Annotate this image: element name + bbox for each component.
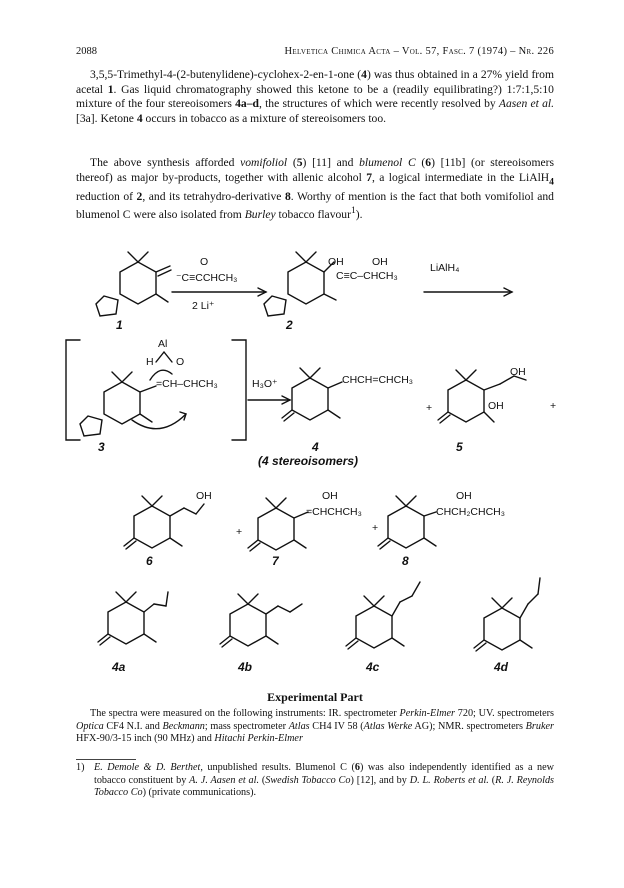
compound-label-2: 2 <box>286 318 293 332</box>
compound2-oh1-label: OH <box>328 256 344 268</box>
compound2-oh2-label: OH <box>372 256 388 268</box>
compound-label-4b: 4b <box>238 660 253 674</box>
structure-2 <box>264 252 336 316</box>
hydrolysis-reagent-label: H₃O⁺ <box>252 378 278 390</box>
compound-label-6: 6 <box>146 554 153 568</box>
compound-label-3: 3 <box>98 440 105 454</box>
structure-4d <box>474 578 540 651</box>
compound4-chain-label: CHCH=CHCH₃ <box>342 374 414 386</box>
compound-label-4: 4 <box>312 440 319 454</box>
compound-label-1: 1 <box>116 318 123 332</box>
compound-label-4d: 4d <box>494 660 509 674</box>
page-number: 2088 <box>76 46 97 57</box>
compound-label-5: 5 <box>456 440 463 454</box>
plus-sign: + <box>550 400 557 412</box>
lialh4-reagent-label: LiAlH₄ <box>430 262 460 274</box>
compound-label-8: 8 <box>402 554 409 568</box>
compound-label-4c: 4c <box>366 660 380 674</box>
structure-4 <box>282 368 342 421</box>
reagent-o-label: O <box>200 256 209 268</box>
footnote: 1) E. Demole & D. Berthet, unpublished results. Blumenol C (6) was also independently identified as a new tobacco constituent by A. J. Aasen et al. (Swedish Tobacco Co) [12], and by D. L. Roberts et al. (R. J. Reynolds Tobacco Co) (private communications). <box>76 762 555 799</box>
structure-7 <box>248 498 308 551</box>
aluminium-label: Al <box>158 338 168 350</box>
plus-sign: + <box>236 526 243 538</box>
compound2-chain-label: C≡C–CHCH₃ <box>336 270 398 282</box>
structure-4c <box>346 582 420 649</box>
paragraph-2: The above synthesis afforded vomifoliol (5) [11] and blumenol C (6) [11b] (or stereoisomers thereof) as major by-products, together with allenic alcohol 7, a logical intermediate in the LiAlH$_4$ reduction of 2, and its tetrahydro-derivative 8. Worthy of mention is the fact that both vomifoliol and blumenol C were also isolated from Burley tobacco flavour$^1$). <box>76 156 555 221</box>
section-heading: Experimental Part <box>267 690 363 704</box>
compound7-oh-label: OH <box>322 490 338 502</box>
structure-1 <box>96 252 171 316</box>
compound-label-7: 7 <box>272 554 279 568</box>
compound6-oh-label: OH <box>196 490 212 502</box>
experimental-paragraph: The spectra were measured on the following instruments: IR. spectrometer Perkin-Elmer 720; UV. spectrometers Optica CF4 N.I. and Beckmann; mass spectrometer Atlas CH4 IV 58 (Atlas Werke AG); NMR. spectrometers Bruker HFX-90/3-15 inch (90 MHz) and Hitachi Perkin-Elmer <box>76 708 554 745</box>
compound8-oh-label: OH <box>456 490 472 502</box>
compound-label-4a: 4a <box>112 660 126 674</box>
reagent-anion-label: ⁻C≡CCHCH₃ <box>176 272 238 284</box>
journal-citation: Helvetica Chimica Acta – Vol. 57, Fasc. 7 (1974) – Nr. 226 <box>284 46 554 57</box>
stereoisomers-caption: (4 stereoisomers) <box>258 454 359 468</box>
structure-3 <box>80 352 186 436</box>
paragraph-1: 3,5,5-Trimethyl-4-(2-butenylidene)-cyclohex-2-en-1-one (4) was thus obtained in a 27% yield from acetal 1. Gas liquid chromatography showed this ketone to be a (readily equilibrating?) 1:7:1,5:10 mixture of the four stereoisomers 4a–d, the structures of which were recently resolved by Aasen et al. [3a]. Ketone 4 occurs in tobacco as a mixture of stereoisomers too. <box>76 68 554 125</box>
compound5-oh2-label: OH <box>488 400 504 412</box>
compound3-chain-label: =CH–CHCH₃ <box>156 378 218 390</box>
hydride-label: H <box>146 356 154 368</box>
footnote-mark: 1) <box>76 762 85 773</box>
compound5-oh1-label: OH <box>510 366 526 378</box>
plus-sign: + <box>426 402 433 414</box>
structure-4b <box>220 594 302 647</box>
compound8-chain-label: CHCH₂CHCH₃ <box>436 506 506 518</box>
structure-6 <box>124 496 204 549</box>
compound7-chain-label: =CHCHCH₃ <box>306 506 362 518</box>
reagent-lithium-label: 2 Li⁺ <box>192 300 215 312</box>
compound3-o-label: O <box>176 356 185 368</box>
plus-sign: + <box>372 522 379 534</box>
footnote-divider <box>76 759 136 760</box>
structure-4a <box>98 592 168 645</box>
structure-8 <box>378 496 436 549</box>
